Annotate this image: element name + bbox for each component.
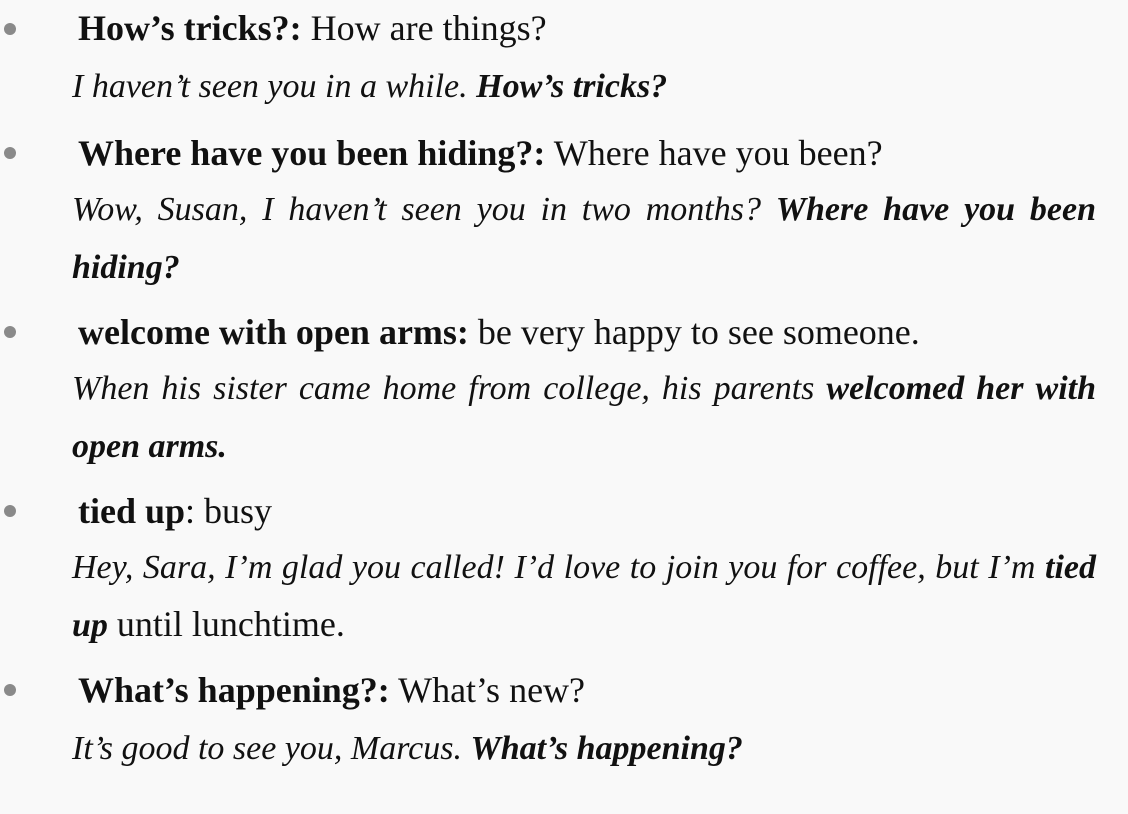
bullet-icon (4, 23, 16, 35)
entry-term: What’s happening?: (78, 670, 390, 710)
bullet-icon (4, 147, 16, 159)
entry-term: welcome with open arms: (78, 312, 469, 352)
example-text: Hey, Sara, I’m glad you called! I’d love to join you for coffee, but I’m (72, 549, 1046, 586)
entry-term-colon: : (289, 8, 302, 48)
example-phrase: Where have you been hiding? (72, 191, 1096, 286)
example-text: When his sister came home from college, his parents (72, 370, 827, 407)
example-tail: until lunchtime. (107, 604, 345, 644)
entry-term: How’s tricks? (78, 8, 290, 48)
example-phrase: What’s happening? (470, 730, 743, 767)
entry-heading (78, 6, 547, 50)
example-text: I haven’t seen you in a while. (72, 68, 477, 105)
entry-definition: : busy (185, 491, 273, 531)
bullet-icon (4, 326, 16, 338)
example-phrase: welcomed her with open arms. (72, 370, 1097, 465)
example-phrase: How’s tricks? (476, 68, 668, 105)
entry-heading (78, 668, 585, 712)
bullet-icon (4, 505, 16, 517)
example-phrase: tied up (72, 549, 1096, 644)
entry-example (72, 719, 1096, 777)
entry-heading (78, 310, 920, 354)
entry-definition: What’s new? (389, 670, 586, 710)
entry-definition: Where have you been? (545, 133, 883, 173)
entry-example (72, 182, 1096, 296)
entry-definition: be very happy to see someone. (468, 312, 920, 352)
example-text: Wow, Susan, I haven’t seen you in two months? (72, 191, 776, 228)
entry-example (72, 361, 1096, 475)
entry-term: Where have you been hiding?: (78, 133, 546, 173)
entry-term: tied up (78, 491, 186, 531)
entry-definition: How are things? (301, 8, 547, 48)
entry-example (72, 57, 1096, 115)
entry-heading (78, 131, 883, 175)
entry-example (72, 540, 1096, 654)
bullet-icon (4, 684, 16, 696)
entry-heading (78, 489, 272, 533)
example-text: It’s good to see you, Marcus. (72, 730, 471, 767)
